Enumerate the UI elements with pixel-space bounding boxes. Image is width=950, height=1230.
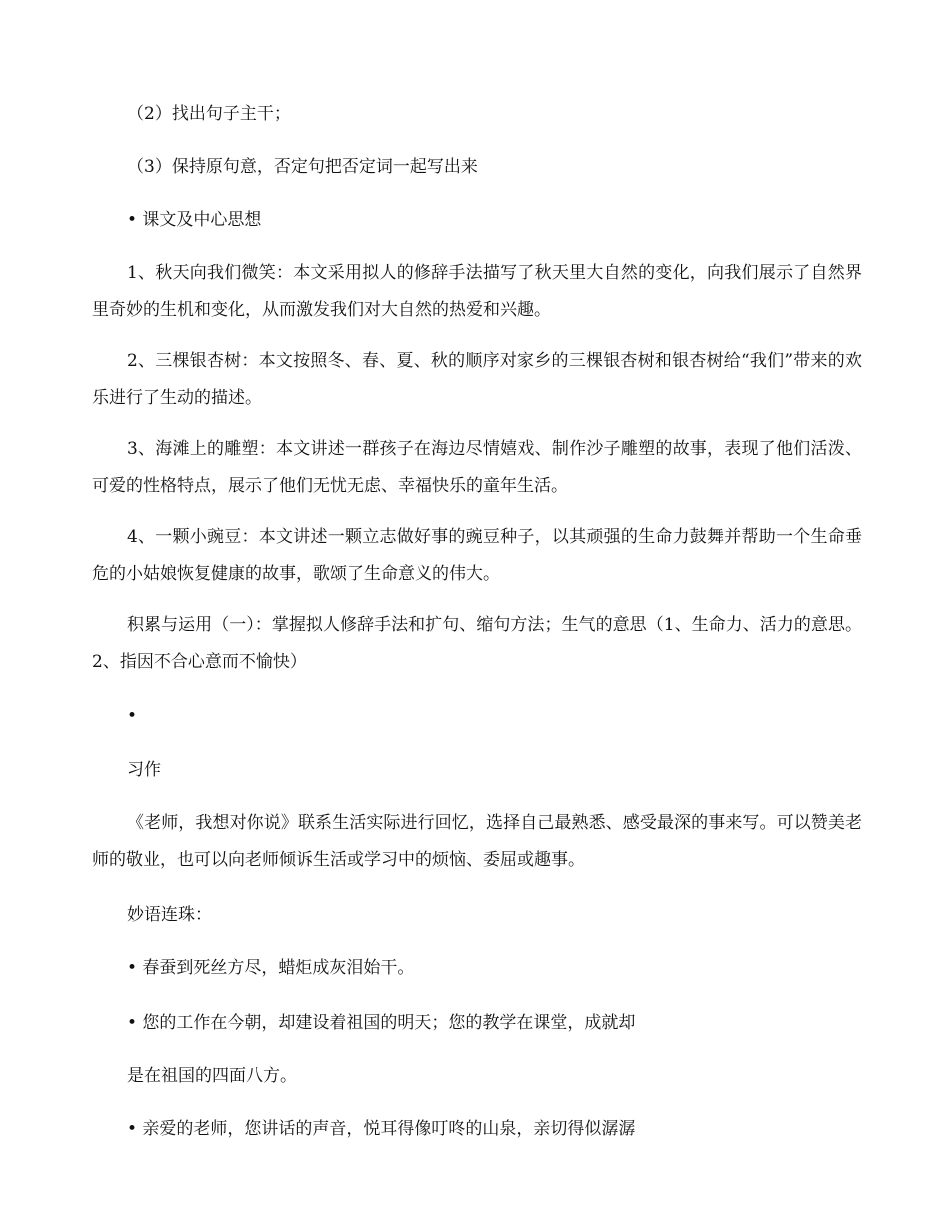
phrase-item-3: • 亲爱的老师，您讲话的声音，悦耳得像叮咚的山泉，亲切得似潺潺 xyxy=(127,1119,636,1139)
lesson-paragraph-2: 2、三棵银杏树：本文按照冬、春、夏、秋的顺序对家乡的三棵银杏树和银杏树给“我们”带来的欢乐进行了生动的描述。 xyxy=(92,351,862,408)
lesson-paragraph-1: 1、秋天向我们微笑：本文采用拟人的修辞手法描写了秋天里大自然的变化，向我们展示了自然界里奇妙的生机和变化，从而激发我们对大自然的热爱和兴趣。 xyxy=(92,263,862,320)
list-item-3: （3）保持原句意，否定句把否定词一起写出来 xyxy=(127,157,478,177)
lesson-paragraph-3: 3、海滩上的雕塑：本文讲述一群孩子在海边尽情嬉戏、制作沙子雕塑的故事，表现了他们活泼、可爱的性格特点，展示了他们无忧无虑、幸福快乐的童年生活。 xyxy=(92,439,862,496)
writing-paragraph: 《老师，我想对你说》联系生活实际进行回忆，选择自己最熟悉、感受最深的事来写。可以赞美老师的敬业，也可以向老师倾诉生活或学习中的烦恼、委屈或趣事。 xyxy=(92,813,862,870)
accumulation-paragraph: 积累与运用（一）：掌握拟人修辞手法和扩句、缩句方法；生气的意思（1、生命力、活力的意思。2、指因不合心意而不愉快） xyxy=(92,615,862,672)
phrase-item-2-continued: 是在祖国的四面八方。 xyxy=(127,1066,297,1086)
phrase-item-1: • 春蚕到死丝方尽，蜡炬成灰泪始干。 xyxy=(127,958,415,978)
lesson-paragraph-4: 4、一颗小豌豆：本文讲述一颗立志做好事的豌豆种子，以其顽强的生命力鼓舞并帮助一个生命垂危的小姑娘恢复健康的故事，歌颂了生命意义的伟大。 xyxy=(92,527,862,584)
phrase-item-2: • 您的工作在今朝，却建设着祖国的明天；您的教学在课堂，成就却 xyxy=(127,1013,636,1033)
section-heading-lessons: • 课文及中心思想 xyxy=(127,210,262,230)
phrases-heading: 妙语连珠： xyxy=(127,905,212,925)
list-item-2: （2）找出句子主干； xyxy=(127,104,291,124)
bullet-marker: • xyxy=(127,706,138,726)
writing-heading: 习作 xyxy=(127,760,161,780)
